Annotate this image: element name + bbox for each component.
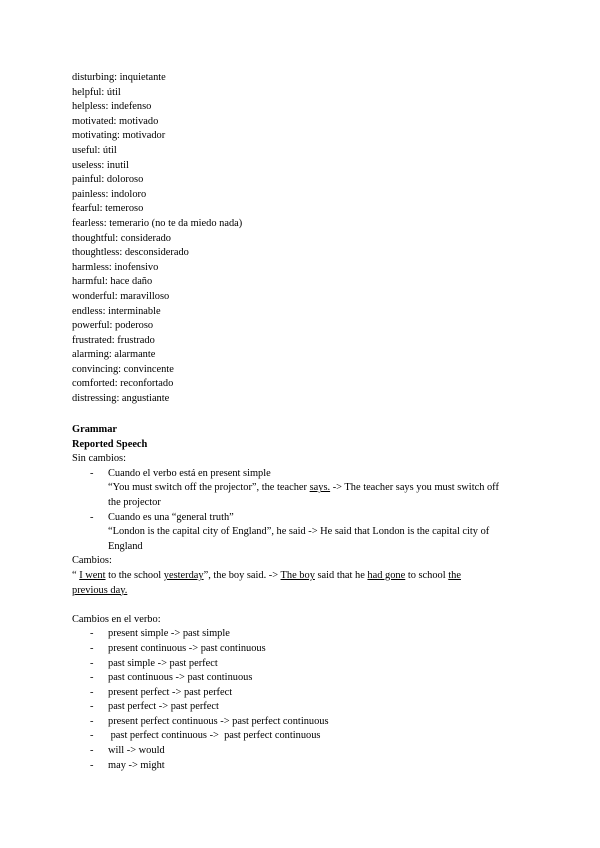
vocab-item: fearful: temeroso — [72, 203, 144, 215]
bullet-dash: - — [90, 701, 94, 713]
bullet-text: will -> would — [108, 745, 165, 757]
bullet-dash: - — [90, 628, 94, 640]
example-text: to the school — [105, 569, 164, 581]
bullet-item — [72, 671, 532, 686]
vocab-item: convincing: convincente — [72, 363, 174, 375]
underlined-text: previous day. — [72, 584, 128, 596]
vocab-item: frustrated: frustrado — [72, 334, 155, 346]
example-line: England — [108, 540, 143, 552]
changes-example-line — [72, 584, 532, 599]
bullet-dash: - — [90, 467, 94, 479]
vocab-item: endless: interminable — [72, 305, 161, 317]
bullet-item — [72, 759, 532, 774]
bullet-item — [72, 467, 532, 482]
underlined-text: yesterday — [163, 569, 204, 581]
vocab-item: thoughtful: considerado — [72, 232, 171, 244]
changes-example-line — [72, 569, 532, 584]
vocab-item: useless: inutil — [72, 159, 129, 171]
bullet-dash: - — [90, 657, 94, 669]
bullet-item — [72, 686, 532, 701]
example-text: said that he — [314, 569, 368, 581]
bullet-dash: - — [90, 715, 94, 727]
example-text: -> The teacher says you must switch off — [330, 482, 499, 494]
bullet-text: present continuous -> past continuous — [108, 642, 266, 654]
bullet-text: present perfect continuous -> past perfect continuous — [108, 715, 329, 727]
underlined-text: says. — [309, 482, 331, 494]
bullet-dash: - — [90, 642, 94, 654]
vocab-item: powerful: poderoso — [72, 320, 154, 332]
vocab-item: painful: doloroso — [72, 174, 144, 186]
vocab-item: motivating: motivador — [72, 130, 166, 142]
bullet-text: Cuando el verbo está en present simple — [108, 467, 271, 479]
bullet-text: present simple -> past simple — [108, 628, 230, 640]
vocab-item: alarming: alarmante — [72, 349, 156, 361]
bullet-dash: - — [90, 759, 94, 771]
verb-changes-label: Cambios en el verbo: — [72, 613, 161, 625]
vocab-item: disturbing: inquietante — [72, 72, 166, 83]
bullet-item — [72, 642, 532, 657]
vocab-item: harmless: inofensivo — [72, 261, 159, 273]
underlined-text: had gone — [367, 569, 406, 581]
bullet-item — [72, 511, 532, 526]
example-block — [72, 525, 532, 554]
example-text: ”, the boy said. -> — [203, 569, 281, 581]
underlined-text: The boy — [280, 569, 315, 581]
example-line — [108, 481, 532, 496]
grammar-section — [72, 423, 532, 773]
bullet-item — [72, 715, 532, 730]
bullet-item — [72, 700, 532, 715]
example-line: the projector — [108, 496, 161, 508]
example-block — [72, 481, 532, 510]
vocab-item: painless: indoloro — [72, 188, 147, 200]
vocab-item: harmful: hace daño — [72, 276, 153, 288]
vocab-item: thoughtless: desconsiderado — [72, 247, 189, 259]
section-subheading: Reported Speech — [72, 438, 148, 450]
bullet-item — [72, 744, 532, 759]
bullet-text: Cuando es una “general truth” — [108, 511, 234, 523]
vocab-item: helpless: indefenso — [72, 101, 152, 113]
bullet-text: may -> might — [108, 759, 165, 771]
example-text: “ — [72, 569, 80, 581]
bullet-item — [72, 657, 532, 672]
bullet-dash: - — [90, 686, 94, 698]
spacer — [72, 598, 532, 613]
vocab-item: wonderful: maravilloso — [72, 290, 170, 302]
vocab-item: motivated: motivado — [72, 115, 159, 127]
example-line: “London is the capital city of England”, he said -> He said that London is the capital city of — [108, 526, 490, 538]
underlined-text: I went — [79, 569, 106, 581]
vocab-item: useful: útil — [72, 144, 117, 156]
underlined-text: the — [448, 569, 461, 581]
vocab-item: fearless: temerario (no te da miedo nada) — [72, 217, 243, 229]
bullet-text: past simple -> past perfect — [108, 657, 218, 669]
bullet-dash: - — [90, 730, 94, 742]
bullet-text: present perfect -> past perfect — [108, 686, 233, 698]
example-text: “You must switch off the projector”, the teacher — [108, 482, 310, 494]
bullet-text: past perfect continuous -> past perfect continuous — [108, 730, 321, 742]
bullet-dash: - — [90, 511, 94, 523]
bullet-item — [72, 627, 532, 642]
vocab-item: comforted: reconfortado — [72, 378, 174, 390]
bullet-item — [72, 729, 532, 744]
changes-label: Cambios: — [72, 555, 112, 567]
section-heading: Grammar — [72, 424, 118, 435]
bullet-dash: - — [90, 672, 94, 684]
bullet-text: past perfect -> past perfect — [108, 701, 219, 713]
example-text: to school — [405, 569, 449, 581]
vocab-item: distressing: angustiante — [72, 393, 170, 405]
vocab-item: helpful: útil — [72, 86, 121, 98]
vocabulary-list — [72, 71, 532, 407]
no-changes-label: Sin cambios: — [72, 453, 126, 465]
bullet-dash: - — [90, 745, 94, 757]
bullet-text: past continuous -> past continuous — [108, 672, 253, 684]
